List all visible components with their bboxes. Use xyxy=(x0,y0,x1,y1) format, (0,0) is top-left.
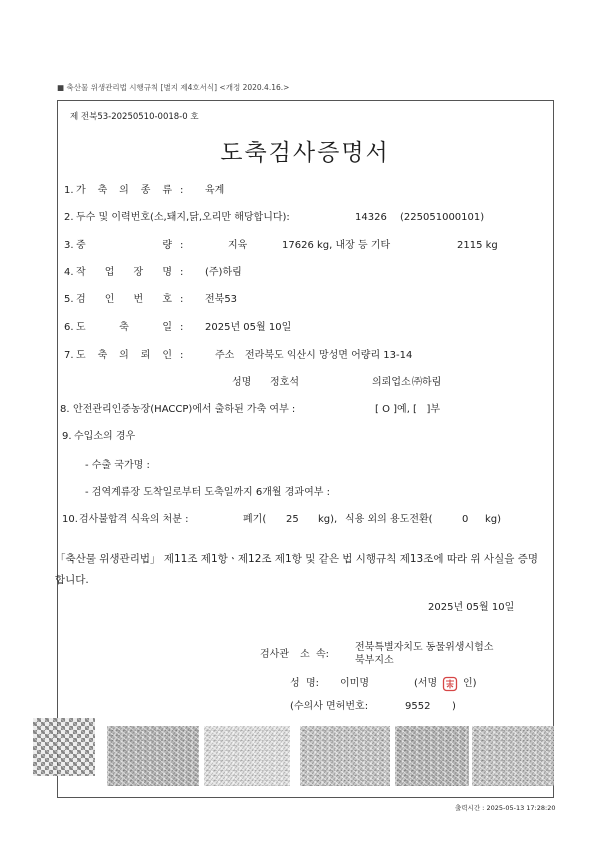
requester-business-value: ㈜하림 xyxy=(412,377,442,388)
scan-noise-block xyxy=(395,726,469,786)
item-6-number: 6. xyxy=(64,322,74,333)
item-2-label: 두수 및 이력번호(소,돼지,닭,오리만 해당합니다): xyxy=(76,212,290,223)
item-3-colon: : xyxy=(180,240,184,251)
item-1-number: 1. xyxy=(64,185,74,196)
item-2-number: 2. xyxy=(64,212,74,223)
item-6-colon: : xyxy=(180,322,184,333)
discard-unit: kg), xyxy=(318,514,338,525)
inspector-name-value: 이미명 xyxy=(340,678,369,689)
item-3-number: 3. xyxy=(64,240,74,251)
license-close: ) xyxy=(452,701,456,712)
affiliation-label: 소 속: xyxy=(300,649,330,660)
conversion-label: 식용 외의 용도전환( xyxy=(345,514,433,525)
requester-name-value: 정호석 xyxy=(270,377,299,388)
item-8-number: 8. xyxy=(60,404,70,415)
item-4-label: 작 업 장 명 xyxy=(76,267,172,278)
item-10-number: 10. xyxy=(62,514,78,525)
haccp-choice-value: [ O ]예, [ ]부 xyxy=(375,404,441,415)
license-number-value: 9552 xyxy=(405,701,431,712)
item-3-label: 중 량 xyxy=(76,240,172,251)
signature-close: 인) xyxy=(463,678,477,689)
carcass-weight-value: 17626 kg, xyxy=(282,240,333,251)
item-5-colon: : xyxy=(180,294,184,305)
issue-date: 2025년 05월 10일 xyxy=(428,602,515,613)
item-9-number: 9. xyxy=(62,431,72,442)
security-code-pattern xyxy=(33,718,95,776)
requester-business-label: 의뢰업소 xyxy=(372,377,411,388)
certification-statement: 「축산물 위생관리법」 제11조 제1항ㆍ제12조 제1항 및 같은 법 시행규칙 제13조에 따라 위 사실을 증명합니다. xyxy=(55,553,538,586)
license-label: (수의사 면허번호: xyxy=(290,701,369,712)
document-title: 도축검사증명서 xyxy=(220,140,390,166)
inspector-title: 검사관 xyxy=(260,649,289,660)
signature-open: (서명 xyxy=(414,678,438,689)
discard-weight-value: 25 xyxy=(286,514,299,525)
scan-noise-block xyxy=(204,726,290,786)
scan-noise-block xyxy=(107,726,199,786)
item-8-label: 안전관리인증농장(HACCP)에서 출하된 가축 여부 : xyxy=(73,404,296,415)
item-4-colon: : xyxy=(180,267,184,278)
conversion-weight-value: 0 xyxy=(462,514,469,525)
item-4-number: 4. xyxy=(64,267,74,278)
inspector-name-label: 성 명: xyxy=(290,678,320,689)
export-country-label: - 수출 국가명 : xyxy=(85,460,150,471)
item-9-label: 수입소의 경우 xyxy=(74,431,136,442)
scan-noise-block xyxy=(300,726,390,786)
head-count-value: 14326 xyxy=(355,212,387,223)
workplace-value: (주)하림 xyxy=(205,267,242,278)
requester-name-label: 성명 xyxy=(232,377,252,388)
item-5-label: 검 인 번 호 xyxy=(76,294,172,305)
affiliation-line-2: 북부지소 xyxy=(355,655,394,666)
affiliation-line-1: 전북특별자치도 동물위생시험소 xyxy=(355,642,494,653)
other-parts-label: 내장 등 기타 xyxy=(335,240,391,251)
certificate-number: 제 전북53-20250510-0018-0 호 xyxy=(70,112,199,122)
carcass-label: 지육 xyxy=(228,240,248,251)
carcass-weight-row xyxy=(282,240,390,252)
item-10-label: 검사불합격 식육의 처분 : xyxy=(79,514,189,525)
conversion-unit: kg) xyxy=(485,514,502,525)
requester-address-value: 전라북도 익산시 망성면 어량리 13-14 xyxy=(245,350,413,361)
item-5-number: 5. xyxy=(64,294,74,305)
item-7-label: 도 축 의 뢰 인 xyxy=(76,350,172,361)
trace-number-value: (225051000101) xyxy=(400,212,485,223)
other-parts-weight-value: 2115 kg xyxy=(457,240,498,251)
stamp-number-value: 전북53 xyxy=(205,294,238,305)
item-6-label: 도 축 일 xyxy=(76,322,172,333)
certificate-frame xyxy=(57,100,554,798)
print-timestamp: 출력시간 : 2025-05-13 17:28:20 xyxy=(455,804,556,812)
item-1-colon: : xyxy=(180,185,184,196)
official-seal-stamp-icon xyxy=(442,676,458,692)
discard-label: 폐기( xyxy=(243,514,267,525)
requester-address-label: 주소 xyxy=(215,350,235,361)
item-1-label: 가 축 의 종 류 xyxy=(76,185,172,196)
item-7-number: 7. xyxy=(64,350,74,361)
scan-noise-block xyxy=(472,726,554,786)
slaughter-date-value: 2025년 05월 10일 xyxy=(205,322,292,333)
item-7-colon: : xyxy=(180,350,184,361)
quarantine-period-label: - 검역계류장 도착일로부터 도축일까지 6개월 경과여부 : xyxy=(85,487,330,498)
livestock-type-value: 육계 xyxy=(205,185,225,196)
form-reference: ■ 축산물 위생관리법 시행규칙 [별지 제4호서식] <개정 2020.4.16.> xyxy=(57,83,290,92)
